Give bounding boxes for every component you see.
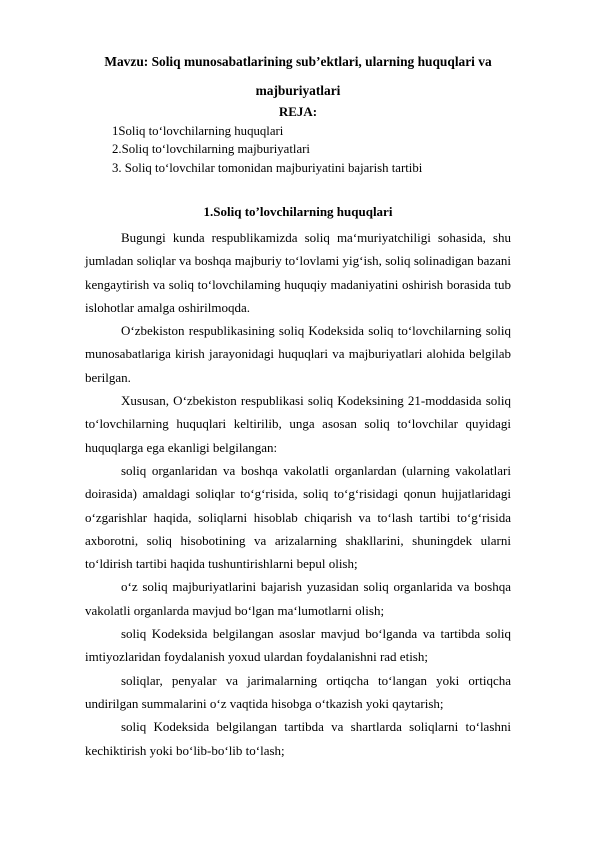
paragraph: Bugungi kunda respublikamizda soliq ma‘muriyatchiligi sohasida, shu jumladan soliqlar va boshqa majburiy to‘lovlami yig‘ish, soliq solinadigan bazani kengaytirish va soliq to‘lovchilaming huquqiy madaniyatini oshirish borasida tub islohotlar amalga oshirilmoqda. — [85, 230, 511, 315]
paragraph: o‘z soliq majburiyatlarini bajarish yuzasidan soliq organlarida va boshqa vakolatli organlarda mavjud bo‘lgan ma‘lumotlarni olish; — [85, 579, 511, 618]
plan-item: 2.Soliq to‘lovchilarning majburiyatlari — [112, 142, 310, 157]
section-heading: 1.Soliq to’lovchilarning huquqlari — [203, 204, 393, 219]
plan-item: 3. Soliq to‘lovchilar tomonidan majburiyatini bajarish tartibi — [112, 160, 423, 175]
plan-heading: REJA: — [278, 104, 318, 119]
paragraph: soliq Kodeksida belgilangan asoslar mavjud bo‘lganda va tartibda soliq imtiyozlaridan foydalanish yoxud ulardan foydalanishni rad etish; — [85, 626, 511, 665]
paragraph: Xususan, O‘zbekiston respublikasi soliq Kodeksining 21-moddasida soliq to‘lovchilarning huquqlari keltirilib, unga asosan soliq to‘lovchilar quyidagi huquqlarga ega ekanligi belgilangan: — [85, 393, 511, 455]
document-title-line-2: majburiyatlari — [255, 83, 341, 98]
paragraph: soliq organlaridan va boshqa vakolatli organlardan (ularning vakolatlari doirasida) amaldagi soliqlar to‘g‘risida, soliq to‘g‘risidagi qonun hujjatlaridagi o‘zgarishlar haqida, soliqlarni hisoblab chiqarish va to‘lash tartibi to‘g‘risida axborotni, soliq hisobotining va arizalarning shakllarini, shuningdek ularni to‘ldirish tartibi haqida tushuntirishlarni bepul olish; — [85, 462, 511, 572]
paragraph: soliqlar, penyalar va jarimalarning ortiqcha to‘langan yoki ortiqcha undirilgan summalarini o‘z vaqtida hisobga o‘tkazish yoki qaytarish; — [85, 672, 511, 711]
plan-item: 1Soliq to‘lovchilarning huquqlari — [112, 124, 284, 138]
document-title-line-1: Mavzu: Soliq munosabatlarining sub’ektlari, ularning huquqlari va — [104, 54, 492, 69]
document-body — [85, 226, 511, 762]
paragraph: O‘zbekiston respublikasining soliq Kodeksida soliq to‘lovchilarning soliq munosabatlariga kirish jarayonidagi huquqlari va majburiyatlari alohida belgilab berilgan. — [85, 323, 511, 385]
plan-list — [112, 122, 422, 177]
paragraph: soliq Kodeksida belgilangan tartibda va shartlarda soliqlarni to‘lashni kechiktirish yoki bo‘lib-bo‘lib to‘lash; — [85, 719, 511, 758]
